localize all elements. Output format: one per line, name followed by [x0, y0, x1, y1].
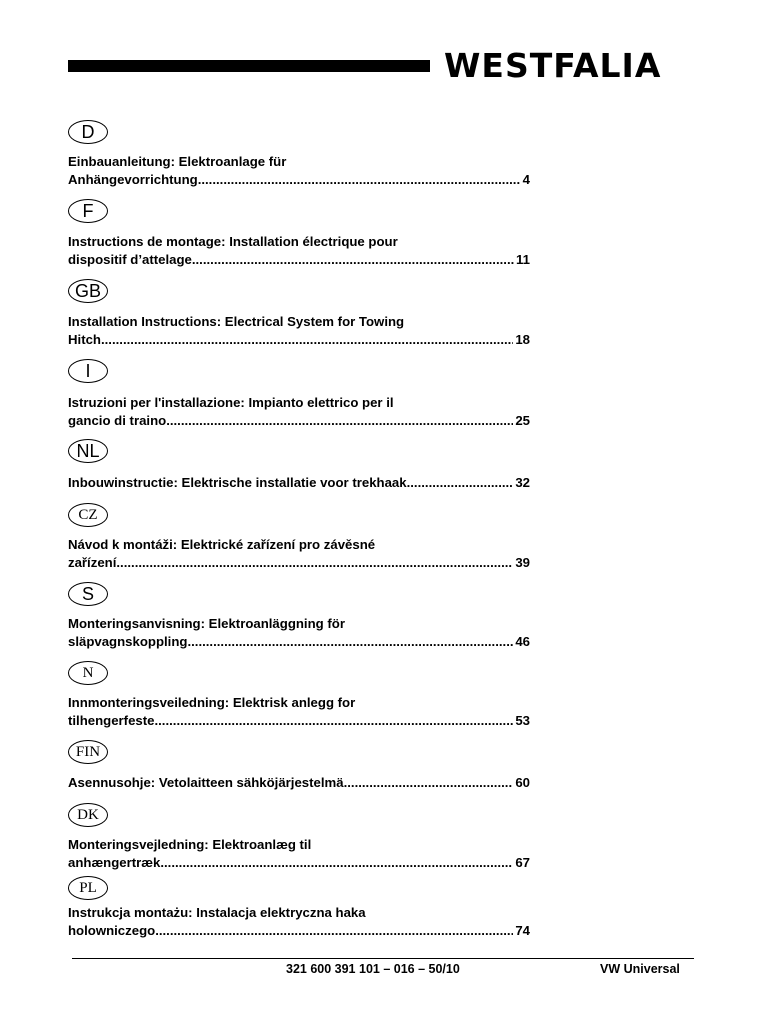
entry-title-line2: gancio di traino — [68, 413, 167, 428]
entry-title-line1: Instrukcja montażu: Instalacja elektryczna haka — [68, 905, 366, 920]
dot-leader — [192, 251, 514, 269]
entry-title-line2: tilhengerfeste — [68, 713, 155, 728]
toc-entry[interactable] — [68, 694, 530, 730]
dot-leader — [166, 412, 513, 430]
dot-leader — [160, 854, 513, 872]
page-number: 4 — [522, 172, 530, 187]
document-code: 321 600 391 101 – 016 – 50/10 — [286, 962, 460, 976]
toc-entry[interactable] — [68, 536, 530, 572]
entry-title-line2: Anhängevorrichtung — [68, 172, 198, 187]
entry-title-line1: Istruzioni per l'installazione: Impianto elettrico per il — [68, 395, 394, 410]
page-number: 18 — [515, 332, 530, 347]
page-number: 60 — [515, 775, 530, 790]
dot-leader — [116, 554, 513, 572]
language-badge: N — [68, 661, 108, 685]
entry-title-line1: Innmonteringsveiledning: Elektrisk anlegg for — [68, 695, 356, 710]
toc-entry[interactable] — [68, 774, 530, 792]
page-number: 11 — [516, 252, 530, 267]
language-badge: GB — [68, 279, 108, 303]
language-badge: CZ — [68, 503, 108, 527]
toc-entry[interactable] — [68, 313, 530, 349]
entry-title-line1: Monteringsanvisning: Elektroanläggning för — [68, 616, 345, 631]
vehicle-model: VW Universal — [600, 962, 680, 976]
dot-leader — [198, 171, 521, 189]
page-number: 67 — [515, 855, 530, 870]
footer-rule — [72, 958, 694, 959]
language-badge: DK — [68, 803, 108, 827]
language-badge: D — [68, 120, 108, 144]
dot-leader — [187, 633, 513, 651]
toc-entry[interactable] — [68, 153, 530, 189]
entry-title: Asennusohje: Vetolaitteen sähköjärjestelmä — [68, 775, 344, 790]
entry-title-line2: släpvagnskoppling — [68, 634, 188, 649]
page-number: 39 — [515, 555, 530, 570]
toc-entry[interactable] — [68, 615, 530, 651]
entry-title-line1: Monteringsvejledning: Elektroanlæg til — [68, 837, 312, 852]
language-badge: PL — [68, 876, 108, 900]
dot-leader — [155, 922, 513, 940]
toc-entry[interactable] — [68, 394, 530, 430]
entry-title-line1: Návod k montáži: Elektrické zařízení pro závěsné — [68, 537, 376, 552]
entry-title: Inbouwinstructie: Elektrische installatie voor trekhaak — [68, 475, 407, 490]
entry-title-line1: Instructions de montage: Installation électrique pour — [68, 234, 398, 249]
entry-title-line2: zařízení — [68, 555, 117, 570]
toc-entry[interactable] — [68, 904, 530, 940]
language-badge: NL — [68, 439, 108, 463]
dot-leader — [407, 474, 514, 492]
entry-title-line1: Installation Instructions: Electrical System for Towing — [68, 314, 405, 329]
entry-title-line1: Einbauanleitung: Elektroanlage für — [68, 154, 287, 169]
language-badge: FIN — [68, 740, 108, 764]
toc-entry[interactable] — [68, 474, 530, 492]
page-number: 53 — [515, 713, 530, 728]
toc-entry[interactable] — [68, 233, 530, 269]
page-number: 25 — [515, 413, 530, 428]
brand-logo: WESTFALIA — [444, 46, 662, 85]
language-badge: I — [68, 359, 108, 383]
entry-title-line2: dispositif d’attelage — [68, 252, 192, 267]
dot-leader — [344, 774, 514, 792]
header-rule — [68, 60, 430, 72]
toc-entry[interactable] — [68, 836, 530, 872]
entry-title-line2: anhængertræk — [68, 855, 161, 870]
language-badge: S — [68, 582, 108, 606]
language-badge: F — [68, 199, 108, 223]
entry-title-line2: holowniczego — [68, 923, 156, 938]
page-number: 74 — [515, 923, 530, 938]
page-number: 32 — [515, 475, 530, 490]
page-number: 46 — [515, 634, 530, 649]
dot-leader — [101, 331, 513, 349]
dot-leader — [154, 712, 513, 730]
entry-title-line2: Hitch — [68, 332, 101, 347]
